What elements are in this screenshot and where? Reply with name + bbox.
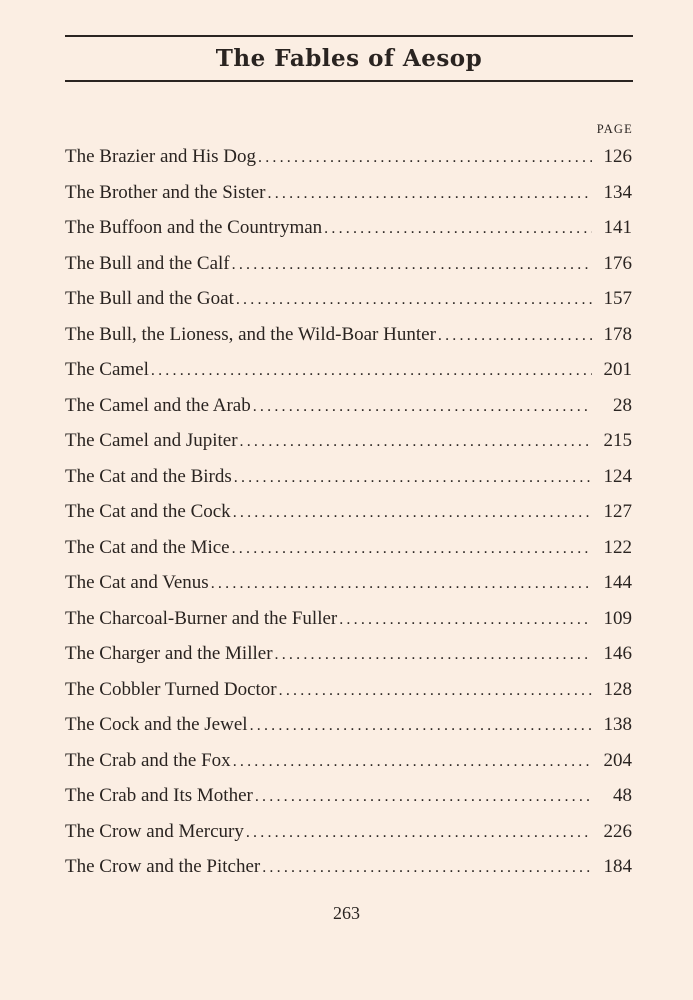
toc-entry-leader-dots bbox=[268, 176, 592, 212]
toc-entry bbox=[65, 210, 632, 246]
toc-entry-leader-dots bbox=[232, 247, 592, 283]
toc-entry bbox=[65, 814, 632, 850]
toc-entry-title: The Bull and the Goat bbox=[65, 288, 234, 309]
toc-entry-leader-dots bbox=[232, 531, 592, 567]
toc-entry-leader-dots bbox=[275, 637, 592, 673]
table-of-contents bbox=[65, 139, 632, 885]
toc-entry-title: The Cat and Venus bbox=[65, 572, 209, 593]
page-number: 263 bbox=[333, 903, 360, 923]
toc-entry-page: 134 bbox=[603, 181, 632, 203]
toc-entry-leader-dots bbox=[211, 566, 592, 602]
toc-entry-leader-dots bbox=[240, 424, 592, 460]
toc-entry bbox=[65, 849, 632, 885]
toc-entry-title: The Crab and Its Mother bbox=[65, 785, 253, 806]
toc-entry-title: The Camel and the Arab bbox=[65, 394, 251, 416]
toc-entry bbox=[65, 778, 632, 814]
toc-entry-page: 141 bbox=[603, 217, 632, 238]
toc-entry bbox=[65, 388, 632, 424]
toc-entry-title: The Brother and the Sister bbox=[65, 181, 266, 203]
toc-entry-title: The Crow and Mercury bbox=[65, 820, 244, 842]
toc-entry bbox=[65, 707, 632, 743]
toc-entry-title: The Bull and the Calf bbox=[65, 252, 230, 274]
toc-entry-page: 127 bbox=[603, 501, 632, 522]
toc-entry-leader-dots bbox=[258, 140, 592, 176]
toc-entry bbox=[65, 494, 632, 530]
toc-entry-page: 146 bbox=[603, 643, 632, 664]
toc-entry-leader-dots bbox=[233, 744, 592, 780]
toc-entry-page: 128 bbox=[603, 678, 632, 700]
toc-entry bbox=[65, 530, 632, 566]
toc-entry-page: 126 bbox=[603, 146, 632, 167]
toc-entry-title: The Crab and the Fox bbox=[65, 749, 231, 771]
toc-entry-page: 109 bbox=[603, 607, 632, 629]
toc-entry-title: The Brazier and His Dog bbox=[65, 146, 256, 167]
toc-entry-leader-dots bbox=[253, 389, 592, 425]
toc-entry bbox=[65, 175, 632, 211]
toc-entry-leader-dots bbox=[234, 460, 592, 496]
toc-entry-title: The Buffoon and the Countryman bbox=[65, 217, 323, 238]
toc-entry bbox=[65, 459, 632, 495]
toc-entry-title: The Charcoal-Burner and the Fuller bbox=[65, 607, 338, 629]
toc-entry-page: 144 bbox=[603, 572, 632, 593]
toc-entry bbox=[65, 423, 632, 459]
toc-entry bbox=[65, 743, 632, 779]
toc-entry-page: 28 bbox=[613, 394, 632, 416]
toc-entry bbox=[65, 352, 632, 388]
toc-entry-title: The Camel and Jupiter bbox=[65, 430, 238, 451]
toc-entry bbox=[65, 281, 632, 317]
toc-entry-leader-dots bbox=[255, 779, 592, 815]
toc-entry-title: The Cobbler Turned Doctor bbox=[65, 678, 277, 700]
toc-entry-leader-dots bbox=[236, 282, 592, 318]
toc-entry-title: The Cock and the Jewel bbox=[65, 714, 248, 735]
toc-entry-title: The Cat and the Birds bbox=[65, 465, 232, 487]
toc-entry bbox=[65, 601, 632, 637]
toc-entry-page: 176 bbox=[603, 252, 632, 274]
toc-entry-page: 157 bbox=[603, 288, 632, 309]
toc-entry bbox=[65, 565, 632, 601]
toc-entry-title: The Bull, the Lioness, and the Wild-Boar Hunter bbox=[65, 323, 436, 345]
toc-entry-page: 138 bbox=[603, 714, 632, 735]
toc-entry-leader-dots bbox=[438, 318, 592, 354]
toc-entry-title: The Cat and the Cock bbox=[65, 501, 231, 522]
toc-entry bbox=[65, 139, 632, 175]
header-rule-bottom bbox=[65, 80, 633, 82]
toc-entry-leader-dots bbox=[151, 353, 592, 389]
toc-entry bbox=[65, 246, 632, 282]
toc-entry-title: The Camel bbox=[65, 359, 149, 380]
toc-entry bbox=[65, 317, 632, 353]
toc-entry-title: The Charger and the Miller bbox=[65, 643, 273, 664]
toc-entry-page: 226 bbox=[603, 820, 632, 842]
toc-entry-leader-dots bbox=[250, 708, 592, 744]
toc-entry-page: 48 bbox=[613, 785, 632, 806]
toc-entry-page: 204 bbox=[603, 749, 632, 771]
toc-entry-leader-dots bbox=[262, 850, 592, 886]
toc-entry-page: 184 bbox=[603, 856, 632, 877]
toc-entry-page: 215 bbox=[603, 430, 632, 451]
toc-entry-page: 124 bbox=[603, 465, 632, 487]
toc-entry-page: 122 bbox=[603, 536, 632, 558]
toc-entry-leader-dots bbox=[246, 815, 592, 851]
toc-entry-leader-dots bbox=[233, 495, 592, 531]
running-head-title: The Fables of Aesop bbox=[215, 45, 483, 72]
toc-entry-leader-dots bbox=[279, 673, 592, 709]
toc-entry bbox=[65, 636, 632, 672]
toc-entry-title: The Crow and the Pitcher bbox=[65, 856, 261, 877]
toc-entry-leader-dots bbox=[324, 211, 592, 247]
header-rule-top bbox=[65, 35, 633, 37]
toc-entry-title: The Cat and the Mice bbox=[65, 536, 230, 558]
toc-entry-page: 178 bbox=[603, 323, 632, 345]
page-column-label: PAGE bbox=[596, 122, 633, 136]
toc-entry-page: 201 bbox=[603, 359, 632, 380]
toc-entry-leader-dots bbox=[339, 602, 592, 638]
toc-entry bbox=[65, 672, 632, 708]
